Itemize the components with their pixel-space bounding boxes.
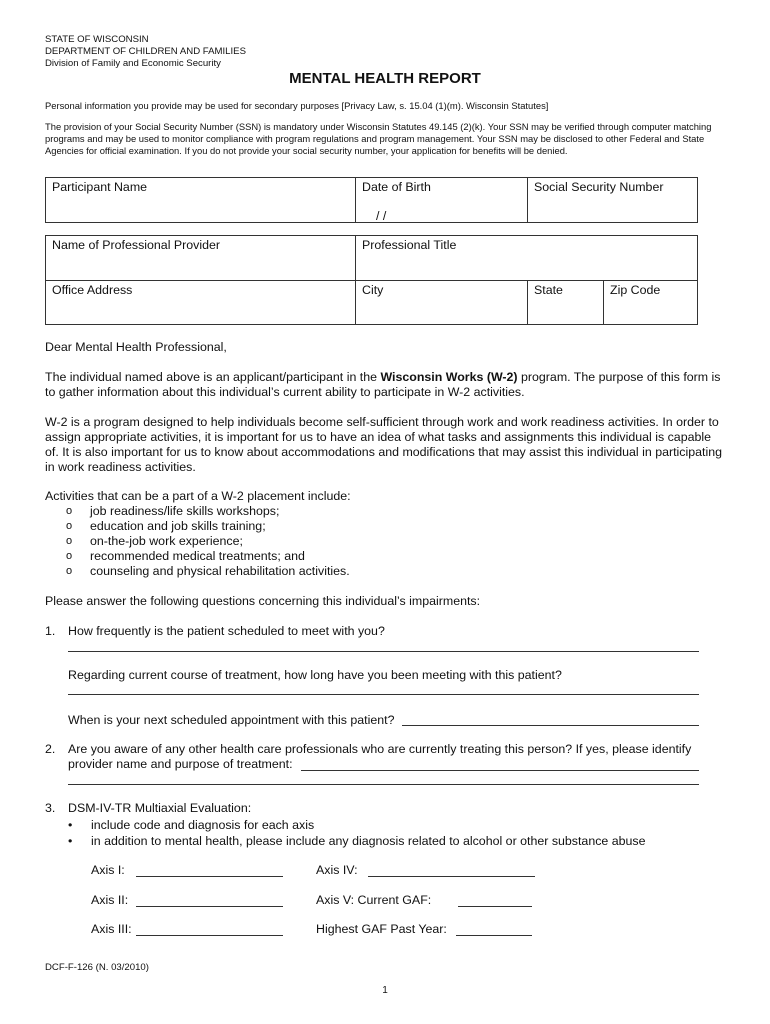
axis-2-label: Axis II: bbox=[91, 893, 129, 907]
q3-bullet-1: include code and diagnosis for each axis bbox=[91, 818, 315, 832]
privacy-notice: Personal information you provide may be used for secondary purposes [Privacy Law, s. 15.04 (1)(m). Wisconsin Statutes] bbox=[45, 100, 549, 111]
provider-name-label: Name of Professional Provider bbox=[52, 238, 221, 252]
axis-4-input[interactable] bbox=[368, 876, 535, 877]
q2-answer-line[interactable] bbox=[301, 770, 699, 771]
questions-intro: Please answer the following questions concerning this individual’s impairments: bbox=[45, 594, 481, 608]
zip-code-field[interactable] bbox=[604, 281, 698, 325]
q1-sub1-text: Regarding current course of treatment, how long have you been meeting with this patient? bbox=[68, 668, 562, 682]
axis-5-current-gaf-input[interactable] bbox=[458, 906, 532, 907]
q1-text: How frequently is the patient scheduled to meet with you? bbox=[68, 624, 385, 638]
list-item: o on-the-job work experience; bbox=[66, 534, 243, 548]
state-field[interactable] bbox=[528, 281, 604, 325]
state-label: State bbox=[534, 283, 563, 297]
dob-slashes: / / bbox=[376, 209, 387, 223]
q3-bullet-2: in addition to mental health, please include any diagnosis related to alcohol or other substance abuse bbox=[91, 834, 646, 848]
program-paragraph: W-2 is a program designed to help individuals become self-sufficient through work and work readiness activities. In order to assign appropriate activities, it is important for us to have an idea of what tasks and assignments this individual is capable of. It is also important for us to know about accommodations and modifications that may assist this individual in participating in work readiness activities. bbox=[45, 415, 723, 474]
q2-text-line2: provider name and purpose of treatment: bbox=[68, 757, 293, 771]
agency-division: Division of Family and Economic Security bbox=[45, 58, 221, 69]
bullet-icon: • bbox=[68, 818, 73, 832]
professional-title-field[interactable] bbox=[356, 236, 698, 281]
activities-intro: Activities that can be a part of a W-2 placement include: bbox=[45, 489, 351, 503]
q2-text-line1: Are you aware of any other health care professionals who are currently treating this person? If yes, please identify bbox=[68, 742, 692, 756]
q2-answer-line-2[interactable] bbox=[68, 784, 699, 785]
axis-3-label: Axis III: bbox=[91, 922, 132, 936]
axis-2-input[interactable] bbox=[136, 906, 283, 907]
list-item: o job readiness/life skills workshops; bbox=[66, 504, 280, 518]
q3-text: DSM-IV-TR Multiaxial Evaluation: bbox=[68, 801, 252, 815]
intro-text-pre: The individual named above is an applicant/participant in the bbox=[45, 370, 381, 384]
page-title: MENTAL HEALTH REPORT bbox=[289, 70, 481, 87]
q1-number: 1. bbox=[45, 624, 56, 638]
bullet-icon: o bbox=[66, 565, 73, 577]
ssn-notice: The provision of your Social Security Number (SSN) is mandatory under Wisconsin Statutes 49.145 (2)(k). Your SSN may be verified through computer matching programs and may be used to monitor compliance with program regulations and program management. Your SSN may be disclosed to other Federal and State Agencies for official examination. If you do not provide your social security number, your application for benefits will be denied. bbox=[45, 121, 712, 156]
highest-gaf-input[interactable] bbox=[456, 935, 532, 936]
intro-text-post: program. The purpose of this form is to gather information about this individual’s current ability to participate in W-2 activities. bbox=[45, 370, 721, 399]
office-address-field[interactable] bbox=[46, 281, 356, 325]
axis-1-input[interactable] bbox=[136, 876, 283, 877]
agency-department: DEPARTMENT OF CHILDREN AND FAMILIES bbox=[45, 46, 246, 57]
highest-gaf-label: Highest GAF Past Year: bbox=[316, 922, 447, 936]
bullet-icon: o bbox=[66, 505, 73, 517]
office-address-label: Office Address bbox=[52, 283, 133, 297]
q1-answer-line[interactable] bbox=[68, 651, 699, 652]
intro-paragraph bbox=[45, 370, 725, 400]
axis-4-label: Axis IV: bbox=[316, 863, 358, 877]
professional-title-label: Professional Title bbox=[362, 238, 457, 252]
salutation: Dear Mental Health Professional, bbox=[45, 340, 227, 354]
program-name: Wisconsin Works (W-2) bbox=[380, 370, 518, 384]
participant-name-field[interactable] bbox=[46, 178, 356, 223]
ssn-label: Social Security Number bbox=[534, 180, 664, 194]
ssn-field[interactable] bbox=[528, 178, 698, 223]
q1-sub2-answer-line[interactable] bbox=[402, 725, 699, 726]
axis-1-label: Axis I: bbox=[91, 863, 125, 877]
bullet-icon: o bbox=[66, 550, 73, 562]
provider-table bbox=[45, 235, 698, 325]
date-of-birth-field[interactable] bbox=[356, 178, 528, 223]
list-item: o counseling and physical rehabilitation activities. bbox=[66, 564, 350, 578]
zip-code-label: Zip Code bbox=[610, 283, 661, 297]
bullet-icon: o bbox=[66, 535, 73, 547]
q1-sub2-text: When is your next scheduled appointment with this patient? bbox=[68, 713, 395, 727]
activities-list bbox=[66, 504, 706, 579]
q2-number: 2. bbox=[45, 742, 56, 756]
participant-table bbox=[45, 177, 698, 223]
q3-number: 3. bbox=[45, 801, 56, 815]
agency-state: STATE OF WISCONSIN bbox=[45, 34, 149, 45]
page-number: 1 bbox=[382, 985, 388, 996]
form-id: DCF-F-126 (N. 03/2010) bbox=[45, 962, 149, 973]
q1-sub1-answer-line[interactable] bbox=[68, 694, 699, 695]
city-field[interactable] bbox=[356, 281, 528, 325]
provider-name-field[interactable] bbox=[46, 236, 356, 281]
list-item: o education and job skills training; bbox=[66, 519, 266, 533]
axis-3-input[interactable] bbox=[136, 935, 283, 936]
bullet-icon: o bbox=[66, 520, 73, 532]
date-of-birth-label: Date of Birth bbox=[362, 180, 431, 194]
list-item: o recommended medical treatments; and bbox=[66, 549, 305, 563]
participant-name-label: Participant Name bbox=[52, 180, 148, 194]
city-label: City bbox=[362, 283, 384, 297]
axis-5-label: Axis V: Current GAF: bbox=[316, 893, 432, 907]
bullet-icon: • bbox=[68, 834, 73, 848]
